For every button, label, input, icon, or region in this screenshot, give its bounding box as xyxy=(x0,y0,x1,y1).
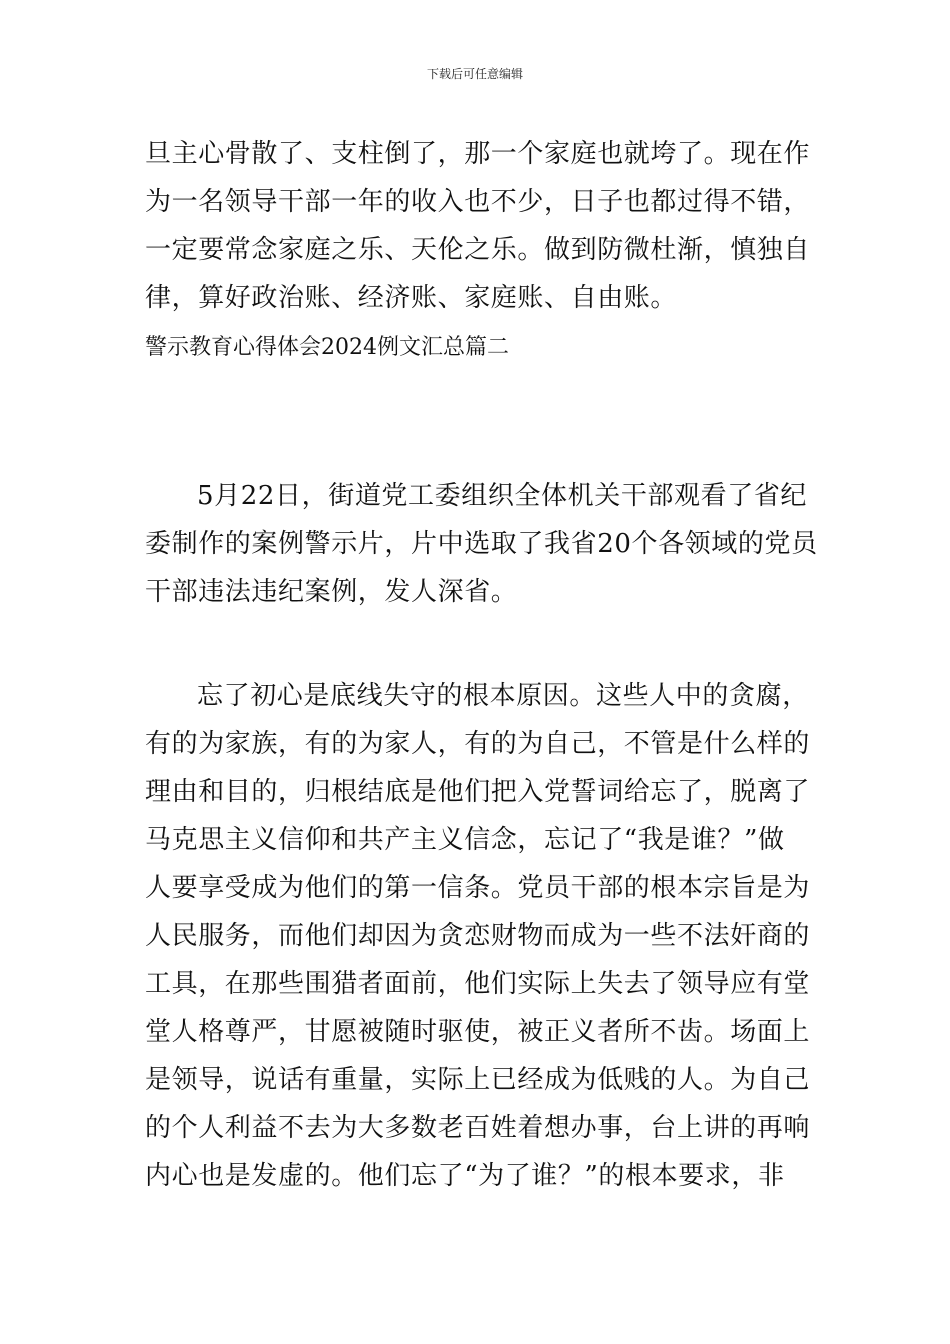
paragraph-1 xyxy=(145,472,818,616)
text-line: 堂人格尊严，甘愿被随时驱使，被正义者所不齿。场面上 xyxy=(145,1017,811,1047)
text-line: 内心也是发虚的。他们忘了“为了谁？”的根本要求，非 xyxy=(145,1161,785,1191)
text-line: 旦主心骨散了、支柱倒了，那一个家庭也就垮了。现在作 xyxy=(145,139,811,169)
spacer xyxy=(145,616,807,672)
text-line: 人民服务，而他们却因为贪恋财物而成为一些不法奸商的 xyxy=(145,921,811,951)
page-header-note: 下载后可任意编辑 xyxy=(426,67,523,81)
text-line: 马克思主义信仰和共产主义信念，忘记了“我是谁？”做 xyxy=(145,825,785,855)
text-line: 理由和目的，归根结底是他们把入党誓词给忘了，脱离了 xyxy=(145,777,811,807)
paragraph-2 xyxy=(145,672,811,1200)
text-line: 工具，在那些围猎者面前，他们实际上失去了领导应有堂 xyxy=(145,969,811,999)
text-line: 一定要常念家庭之乐、天伦之乐。做到防微杜渐，慎独自 xyxy=(145,235,811,265)
text-line: 为一名领导干部一年的收入也不少，日子也都过得不错， xyxy=(145,187,811,217)
text-line: 的个人利益不去为大多数老百姓着想办事，台上讲的再响 xyxy=(145,1113,811,1143)
text-line: 人要享受成为他们的第一信条。党员干部的根本宗旨是为 xyxy=(145,873,811,903)
text-line: 有的为家族，有的为家人，有的为自己，不管是什么样的 xyxy=(145,729,811,759)
text-line: 5月22日，街道党工委组织全体机关干部观看了省纪 xyxy=(197,481,808,511)
text-line: 律，算好政治账、经济账、家庭账、自由账。 xyxy=(145,283,678,313)
spacer xyxy=(145,372,807,472)
text-line: 干部违法违纪案例，发人深省。 xyxy=(145,577,518,607)
text-block-continuation xyxy=(145,130,811,322)
text-line: 忘了初心是底线失守的根本原因。这些人中的贪腐， xyxy=(197,681,809,711)
section-heading: 警示教育心得体会2024例文汇总篇二 xyxy=(145,335,509,360)
text-line: 是领导，说话有重量，实际上已经成为低贱的人。为自己 xyxy=(145,1065,811,1095)
document-body xyxy=(145,130,818,1200)
text-line: 委制作的案例警示片，片中选取了我省20个各领域的党员 xyxy=(145,529,818,559)
